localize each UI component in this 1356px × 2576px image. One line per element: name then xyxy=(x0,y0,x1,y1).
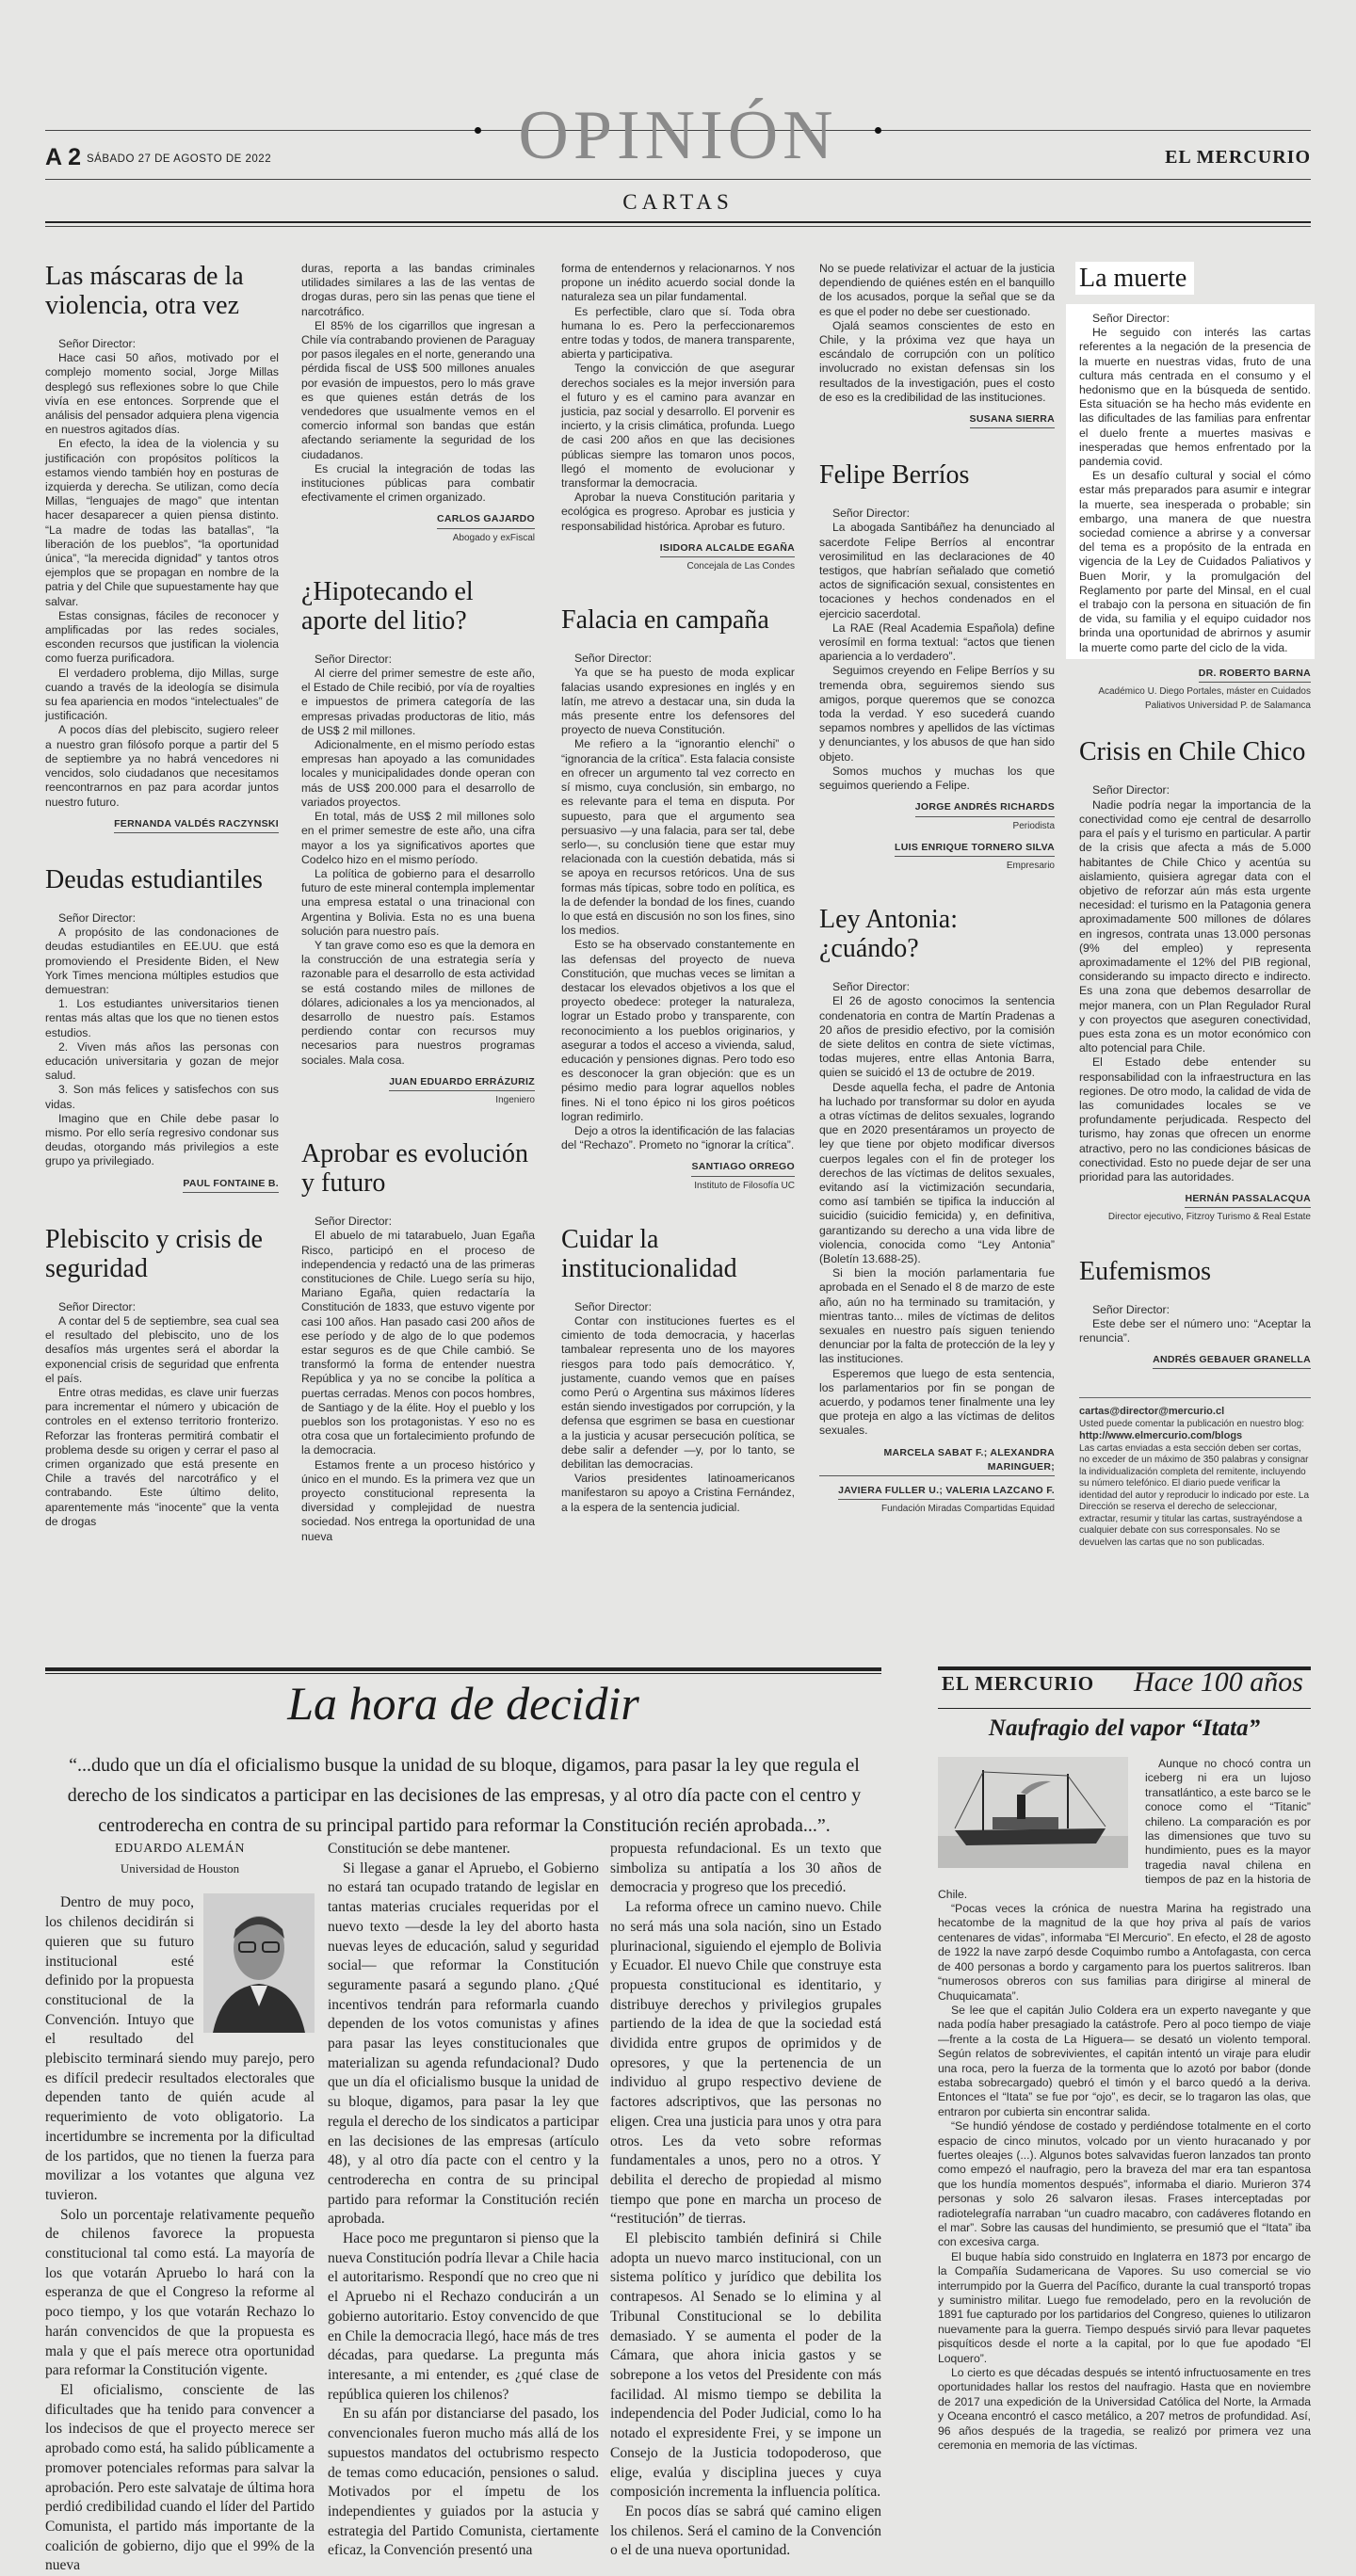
paragraph: El abuelo de mi tatarabuelo, Juan Egaña Risco, participó en el proceso de independencia y redactó una de las primeras constituciones de Chile. Luego sería su hijo, Mariano Egaña, quien redactaría la Constitución de 1833, que estuvo vigente por casi 100 años. Han pasado casi 200 años de ese período y de algo de lo que podemos estar seguros es de que Chile cambió. Se transformó la forma de entender nuestra República y ya no se concibe la política a puertas cerradas. Menos con pocos hombres, de Santiago y de la élite. Hoy el pueblo y los pueblos son los protagonistas. Y eso no es otra cosa que un fortalecimiento profundo de la democracia. xyxy=(301,1229,535,1457)
signature-affiliation: Fundación Miradas Compartidas Equidad xyxy=(881,1504,1055,1515)
paragraph: La RAE (Real Academia Española) define verosímil en forma textual: “actos que tienen apariencia a lo verdadero”. xyxy=(819,620,1055,664)
hace100-title: Naufragio del vapor “Itata” xyxy=(988,1715,1261,1741)
paragraph: El oficialismo, consciente de las dificultades que ha tenido para convencer a los indecisos de que el proyecto merece ser aprobado como está, ha salido públicamente a promover potenciales reformas para salvar la aprobación. Pero este salvataje de última hora perdió credibilidad cuando el líder del Partido Comunista, el partido más importante de la coalición de gobierno, dijo que el 99% de la nueva xyxy=(45,2381,315,2574)
paragraph: Aprobar la nueva Constitución paritaria y ecológica es progreso. Aprobar es justicia y responsabilidad histórica. Aprobar es futuro. xyxy=(561,491,795,533)
feature-column-3 xyxy=(610,1840,881,2561)
letter-title: Eufemismos xyxy=(1079,1256,1211,1286)
signature-affiliation: Ingeniero xyxy=(495,1094,535,1105)
paragraph: Es perfectible, claro que sí. Toda obra humana lo es. Pero la perfeccionaremos entre todas y todos, de manera transparente, abierta y participativa. xyxy=(561,304,795,362)
paragraph: Desde aquella fecha, el padre de Antonia ha luchado por transformar su dolor en ayuda a otras víctimas de delitos sexuales, logrando que en 2020 presentáramos un proyecto de ley que tiene por objeto modificar diversos cuerpos legales con el fin de proteger los derechos de las víctimas de delitos sexuales, evitando así la victimización secundaria, como así también se tipifica la inducción al suicidio (suicidio femicida) y, en definitiva, garantizando su derecho a una vida libre de violencia, conocida como “Ley Antonia” (Boletín 13.688-25). xyxy=(819,1080,1055,1265)
letter xyxy=(45,1225,279,1529)
paragraph: En efecto, la idea de la violencia y su justificación con propósitos políticos la estamos viendo también hoy en posturas de izquierda y derecha. Se utilizan, como decía Millas, “lenguajes de mago” que intentan hacer desaparecer a quien piensa distinto. “La madre de todas las batallas”, “la liberación de los pueblos”, “la oportunidad única”, “la merecida dignidad” y tantos otros ejemplos que se propagan en nombre de la patria y del Chile que supuestamente hay que salvar. xyxy=(45,437,279,608)
letter-signature: ISIDORA ALCALDE EGAÑA xyxy=(660,541,795,557)
masthead-rule xyxy=(45,226,1311,227)
letter xyxy=(819,460,1055,873)
letter-title: Aprobar es evolución y futuro xyxy=(301,1139,529,1199)
highlighted-letter-body xyxy=(1066,304,1315,659)
letter-signature: CARLOS GAJARDO xyxy=(437,512,535,528)
paragraph: No se puede relativizar el actuar de la justicia dependiendo de quiénes estén en el banquillo de los acusados, porque la señal que se da es que el poder no debe ser cuestionado. xyxy=(819,262,1055,318)
paragraph: Solo un porcentaje relativamente pequeño de chilenos favorece la propuesta constitucional tal como está. La mayoría de los que votarán Apruebo lo hará con la esperanza de que el Congreso la reforme al poco tiempo, y los que votarán Rechazo lo harán convencidos de que la propuesta es mala y que el país merece otra oportunidad para reformar la Constitución vigente. xyxy=(45,2206,315,2379)
letter xyxy=(819,262,1055,428)
paragraph: Tengo la convicción de que asegurar derechos sociales es la mejor inversión para el futuro y es el camino para avanzar en justicia, paz social y desarrollo. El porvenir es incierto, y la crisis climática, profunda. Luego de casi 200 años en que las decisiones públicas siempre las tomaron unos pocos, llegó el momento de evolucionar y transformar la democracia. xyxy=(561,362,795,491)
author-portrait-icon xyxy=(203,1893,315,2033)
letter xyxy=(561,262,795,573)
paragraph: Dentro de muy poco, los chilenos decidirán si quieren que su futuro institucional esté definido por la propuesta constitucional de la Convención. Intuyo que el resultado del plebiscito terminará siendo muy parejo, pero es difícil predecir resultados electorales que dependen tanto de quién acude al requerimiento de voto obligatorio. La incertidumbre se incrementa por la dificultad de los partidos, que no tienen la fuerza para movilizar a los votantes que alguna vez tuvieron. xyxy=(45,1894,315,2203)
letter-signature: LUIS ENRIQUE TORNERO SILVA xyxy=(895,841,1055,857)
letter-title: Cuidar la institucionalidad xyxy=(561,1224,737,1283)
signature-affiliation: Concejala de Las Condes xyxy=(686,561,795,572)
signature-affiliation: Empresario xyxy=(1006,860,1055,871)
steamship-icon xyxy=(938,1757,1128,1868)
paragraph: Hace poco me preguntaron si pienso que la nueva Constitución podría llevar a Chile hacia el autoritarismo. Respondí que no creo que ni el Apruebo ni el Rechazo conducirán a un gobierno autoritario. Estoy convencido de que en Chile la democracia llegó, hace más de tres décadas, para quedarse. La pregunta más interesante, a mi entender, es ¿qué clase de república quieren los chilenos? xyxy=(328,2230,599,2403)
letter-signature: JUAN EDUARDO ERRÁZURIZ xyxy=(389,1075,535,1091)
paragraph: Ojalá seamos conscientes de esto en Chile, y la próxima vez que haya un escándalo de corrupción con un político involucrado no existan defensas sin los resultados de la investigación, pues el costo de eso es la credibilidad de las instituciones. xyxy=(819,318,1055,404)
letter xyxy=(561,1225,795,1515)
paragraph: Es crucial la integración de todas las instituciones públicas para combatir efectivamente el crimen organizado. xyxy=(301,461,535,505)
paragraph: Lo cierto es que décadas después se intentó infructuosamente en tres oportunidades hallar los restos del naufragio. Hasta que en noviembre de 2017 una expedición de la Universidad Católica del Norte, la Armada y Oceana encontró el casco metálico, a 207 metros de profundidad. Así, 96 años después de la tragedia, se realizó por primera vez una ceremonia en memoria de las víctimas. xyxy=(938,2366,1311,2453)
paragraph: Nadie podría negar la importancia de la conectividad como eje central de desarrollo para el país y el turismo en particular. A partir de la crisis que afecta a más de 5.000 habitantes de Chile Chico y acentúa su aislamiento, quisiera agregar data con el objetivo de reforzar aún más esta urgente necesidad: el turismo en la Patagonia genera aproximadamente 500 millones de dólares en ingresos, contrata unas 13.000 personas (9% del empleo) y representa aproximadamente el 12% del PIB regional, considerando su impacto directo e indirecto. Es una zona que debemos desarrollar de mejor manera, con un Plan Regulador Rural y con proyectos que aseguren conectividad, pues esta zona es un motor económico con alto potencial para Chile. xyxy=(1079,797,1311,1055)
paragraph: “Pocas veces la crónica de nuestra Marina ha registrado una hecatombe de la magnitud de la que hoy priva al país de varios centenares de vidas”, informaba “El Mercurio”. En efecto, el 28 de agosto de 1922 la nave zarpó desde Coquimbo rumbo a Antofagasta, con cerca de 400 personas a bordo y cargamento para los puertos salitreros. Iban “numerosos obreros con sus familias para dirigirse al mineral de Chuquicamata”. xyxy=(938,1902,1311,2003)
paragraph: 1. Los estudiantes universitarios tienen rentas más altas que los que no tienen estos estudios. xyxy=(45,997,279,1039)
salutation: Señor Director: xyxy=(832,507,910,521)
paragraph: En pocos días se sabrá qué camino eligen los chilenos. Será el camino de la Convención o el de una nueva oportunidad. xyxy=(610,2503,881,2559)
blog-invite-text: Usted puede comentar la publicación en nuestro blog: xyxy=(1079,1418,1305,1429)
feature-column-1 xyxy=(45,1840,315,2576)
letter xyxy=(1079,1257,1311,1370)
letter xyxy=(301,577,535,1107)
letter-signature: DR. ROBERTO BARNA xyxy=(1199,667,1311,683)
paragraph: El plebiscito también definirá si Chile adopta un nuevo marco institucional, con un sistema político y jurídico que debilita los contrapesos. Al Senado se lo elimina y al Tribunal Constitucional se lo debilita demasiado. Y se aumenta el poder de la Cámara, que ahora inicia gastos y se sobrepone a los vetos del Presidente con más facilidad. Al mismo tiempo se debilita la independencia del Poder Judicial, como lo ha notado el expresidente Frei, y se impone un Consejo de la Justicia todopoderoso, que elige, evalúa y disciplina jueces y cuya composición incrementa la influencia política. xyxy=(610,2230,881,2501)
subsection-title: CARTAS xyxy=(622,190,734,214)
paragraph: El 26 de agosto conocimos la sentencia condenatoria en contra de Martín Pradenas a 20 años de presidio efectivo, por la comisión de siete delitos en contra de siete víctimas, todas mujeres, entre ellas Antonia Barra, quien se suicidó el 13 de octubre de 2019. xyxy=(819,994,1055,1080)
masthead-rule xyxy=(45,221,1311,223)
letter-signature: SUSANA SIERRA xyxy=(970,412,1055,428)
ship-photo xyxy=(938,1757,1136,1872)
salutation: Señor Director: xyxy=(1092,783,1170,797)
paragraph: Aunque no chocó contra un iceberg ni era un lujoso transatlántico, a este barco se le conoce como el “Titanic” chileno. La comparación es por las dimensiones que tuvo su hundimiento, pues es la mayor tragedia naval chilena en tiempos de paz en la historia de Chile. xyxy=(938,1757,1311,1901)
paragraph: Somos muchos y muchas los que seguimos queriendo a Felipe. xyxy=(819,764,1055,793)
paragraph: Y tan grave como eso es que la demora en la construcción de una estrategia sería y razonable para el desarrollo de esta actividad se está costando miles de millones de dólares, adicionales a los ya mencionados, al desarrollo de nuestro país. Estamos perdiendo contar con recursos muy necesarios para nuestros programas sociales. Mala cosa. xyxy=(301,938,535,1067)
letter-title: Plebiscito y crisis de seguridad xyxy=(45,1224,263,1283)
feature-column-2 xyxy=(328,1840,599,2561)
page-number: A 2 xyxy=(45,144,81,170)
paragraph: “Se hundió yéndose de costado y perdiéndose totalmente en el corto espacio de cinco minutos, volcado por un viento huracanado y por fuertes oleajes (...). Algunos botes salvavidas fueron lanzados tan pronto como empezó el naufragio, pero la braveza del mar era tan espantosa que los hundía momentos después”, informaba el diario. Murieron 374 personas y solo 26 salvaron ilesas. Frases interceptadas por radiotelegrafía narraban “un cuadro macabro, con cadáveres flotando en el mar”. Sobre las causas del hundimiento, se presumió que el “Itata” iba con excesiva carga. xyxy=(938,2119,1311,2249)
hace100-script-title: Hace 100 años xyxy=(1134,1666,1303,1698)
paragraph: La reforma ofrece un camino nuevo. Chile no será más una sola nación, sino un Estado plurinacional, siguiendo el ejemplo de Bolivia y Ecuador. El nuevo Chile que construye esta propuesta constitucional es identitario, y distribuye derechos y privilegios grupales partiendo de la idea de que la sociedad está dividida entre grupos de oprimidos y de opresores, y que la pertenencia de un individuo al grupo respectivo deviene de factores adscriptivos, que las personas no eligen. Crea una justicia para unos y otra para otros. Les da veto sobre reformas fundamentales a unos, pero no a otros. Y debilita el derecho de propiedad al mismo tiempo que pone en marcha un proceso de “restitución” de tierras. xyxy=(610,1899,881,2228)
paragraph: Al cierre del primer semestre de este año, el Estado de Chile recibió, por vía de royalties e impuestos de primera categoría de las empresas privadas productoras de litio, más de US$ 2 mil millones. xyxy=(301,667,535,737)
column-4 xyxy=(819,262,1055,1548)
letter-signature: HERNÁN PASSALACQUA xyxy=(1185,1192,1311,1208)
paragraph: He seguido con interés las cartas referentes a la negación de la presencia de la muerte en nuestras vidas, fruto de una cultura más centrada en el consumo y el hedonismo que en la búsqueda de sentido. Esta situación se ha hecho más evidente en las dificultades de las familias para enfrentar el duelo frente a muertes masivas e inesperadas que hemos enfrentado por la pandemia covid. xyxy=(1079,326,1311,469)
letter-signature: PAUL FONTAINE B. xyxy=(183,1177,279,1193)
letter xyxy=(819,905,1055,1516)
paragraph: Dejo a otros la identificación de las falacias del “Rechazo”. Prometo no “ignorar la crítica”. xyxy=(561,1123,795,1152)
paragraph: Entre otras medidas, es clave unir fuerzas para incrementar el número y ubicación de controles en el extenso territorio fronterizo. Reforzar las fronteras permitirá combatir el problema desde su origen y cerrar el paso al crimen organizado que está presente en Chile a través del narcotráfico y el contrabando. Este último delito, aparentemente más “inocente” que la venta de drogas xyxy=(45,1385,279,1528)
paragraph: Contar con instituciones fuertes es el cimiento de toda democracia, y hacerlas tambalear representa uno de los mayores riesgos para todo país democrático. Y, justamente, cuando vemos que en países como Perú o Argentina sus máximos líderes están siendo investigados por corrupción, y la defensa que esgrimen se basa en cuestionar a la justicia y acusar persecución política, se debe salir a defender —y, por lo tanto, se debilitan las democracias. xyxy=(561,1313,795,1472)
feature-rule xyxy=(45,1667,881,1671)
paragraph: duras, reporta a las bandas criminales utilidades similares a las de las ventas de drogas duras, pero sin las penas que tiene el narcotráfico. xyxy=(301,262,535,318)
paragraph: Se lee que el capitán Julio Coldera era un experto navegante y que nada podía haber presagiado la catástrofe. Pero al poco tiempo de viaje —frente a la costa de La Higuera— se desató un violento temporal. Según relatos de sobrevivientes, el capitán intentó un viraje para eludir una roca, pero la fuerza de la tormenta que lo azotó por babor (donde estaba sobrecargado) quebró el timón y el barco quedó a la deriva. Entonces el “Itata” se fue por “ojo”, es decir, se lo tragaron las olas, que entraron por cubierta sin encontrar salida. xyxy=(938,2003,1311,2118)
signature-affiliation: Académico U. Diego Portales, máster en Cuidados Paliativos Universidad P. de Salamanca xyxy=(1098,686,1311,712)
letter-title: Ley Antonia: ¿cuándo? xyxy=(819,905,958,964)
letter-signature: SANTIAGO ORREGO xyxy=(691,1160,795,1176)
paragraph: En total, más de US$ 2 mil millones solo en el primer semestre de este año, una cifra mayor a los ya significativos aportes que Codelco hizo en el mismo período. xyxy=(301,810,535,866)
signature-affiliation: Instituto de Filosofía UC xyxy=(694,1180,795,1191)
paragraph: 3. Son más felices y satisfechos con sus vidas. xyxy=(45,1083,279,1111)
column-2 xyxy=(301,262,535,1576)
letter xyxy=(301,262,535,545)
paragraph: A pocos días del plebiscito, sugiero releer a nuestro gran filósofo porque a partir del 5 de septiembre ya no habrá vencedores ni vencidos, solo ciudadanos que necesitamos reencontrarnos en paz para acordar juntos nuestro futuro. xyxy=(45,723,279,809)
salutation: Señor Director: xyxy=(58,1299,136,1313)
letters-policy-text: Las cartas enviadas a esta sección deben ser cortas, no exceder de un máximo de 350 palabras y consignar la individualización completa del remitente, incluyendo su número telefónico. El diario puede verificar la identidad del autor y reproducir lo indicado por este. La Dirección se reserva el derecho de seleccionar, extractar, resumir y titular las cartas, sustrayéndose a cualquier debate con sus corresponsales. No se devuelven las cartas que no son publicadas. xyxy=(1079,1442,1310,1548)
salutation: Señor Director: xyxy=(574,1299,652,1313)
column-5 xyxy=(1079,262,1311,1549)
salutation: Señor Director: xyxy=(832,980,910,994)
blog-link[interactable]: http://www.elmercurio.com/blogs xyxy=(1079,1430,1243,1442)
feature-author: EDUARDO ALEMÁN xyxy=(114,1842,246,1856)
letter-signature: FERNANDA VALDÉS RACZYNSKI xyxy=(114,817,279,833)
paragraph: A propósito de las condonaciones de deudas estudiantiles en EE.UU. que está promoviendo el Presidente Biden, el New York Times menciona múltiples estudios que demuestran: xyxy=(45,926,279,996)
paragraph: Estas consignas, fáciles de reconocer y amplificadas por las redes sociales, esconden recursos que justifican la violencia como fuerza purificadora. xyxy=(45,608,279,666)
letter-signature: ANDRÉS GEBAUER GRANELLA xyxy=(1153,1353,1311,1369)
paragraph: Es un desafío cultural y social el cómo estar más preparados para asumir e integrar la muerte, sea inesperada o probable; sin embargo, una manera de que nuestra sociedad comience a abrirse y a conversar del tema es a propósito de la entrada en vigencia de la Ley de Cuidados Paliativos y Buen Morir, y la promulgación del Reglamento por parte del Minsal, en el cual el trabajo con la persona en situación de fin de vida, su familia y el equipo cuidador nos brinda una oportunidad de abrirnos y asumir la muerte como parte del ciclo de la vida. xyxy=(1079,469,1311,654)
paragraph: Varios presidentes latinoamericanos manifestaron su apoyo a Cristina Fernández, a la espera de la sentencia judicial. xyxy=(561,1472,795,1514)
paragraph: Constitución se debe mantener. xyxy=(328,1841,510,1857)
letter xyxy=(45,262,279,833)
letter-title: Las máscaras de la violencia, otra vez xyxy=(45,262,244,320)
signature-affiliation: Director ejecutivo, Fitzroy Turismo & Real Estate xyxy=(1107,1212,1311,1223)
letter-title: Falacia en campaña xyxy=(561,605,769,636)
letter-title: Felipe Berríos xyxy=(819,460,970,491)
letter-signature: MARCELA SABAT F.; ALEXANDRA MARINGUER; xyxy=(819,1446,1055,1476)
feature-pull-quote: “...dudo que un día el oficialismo busque la unidad de su bloque, digamos, para pasar la ley que regula el derecho de los sindicatos a participar en las decisiones de las empresas, y al otro día pacte con el centro y centroderecha en contra de su principal partido para reformar la Constitución recién aprobada...”. xyxy=(67,1755,862,1836)
newspaper-brand: EL MERCURIO xyxy=(1165,147,1311,168)
salutation: Señor Director: xyxy=(1092,1302,1170,1316)
paragraph: A contar del 5 de septiembre, sea cual sea el resultado del plebiscito, uno de los desafíos más urgentes será el abordar la exponencial crisis de seguridad que enfrenta el país. xyxy=(45,1313,279,1385)
section-title: OPINIÓN xyxy=(518,97,838,174)
paragraph: propuesta refundacional. Es un texto que simboliza su antipatía a los 30 años de democracia y progreso que los precedió. xyxy=(610,1841,881,1896)
letter-signature: JAVIERA FULLER U.; VALERIA LAZCANO F. xyxy=(838,1484,1055,1500)
letter-title: ¿Hipotecando el aporte del litio? xyxy=(301,576,474,636)
paragraph: Seguimos creyendo en Felipe Berríos y su tremenda obra, seguiremos siendo sus amigos, porque queremos que se conozca toda la verdad. Y eso sucederá cuando sepamos nombres y apellidos de las víctimas y denunciantes, y los abusos de que han sido objeto. xyxy=(819,664,1055,764)
paragraph: Imagino que en Chile debe pasar lo mismo. Por ello sería regresivo condonar sus deudas, otorgando más privilegios a este grupo ya privilegiado. xyxy=(45,1111,279,1168)
paragraph: Hace casi 50 años, motivado por el complejo momento social, Jorge Millas desplegó sus reflexiones sobre lo que Chile vivía en ese entonces. Sorprende que el análisis del pensador adquiera plena vigencia en nuestros agitados días. xyxy=(45,351,279,437)
paragraph: Estamos frente a un proceso histórico y único en el mundo. Es la primera vez que un proyecto constitucional representa la diversidad y complejidad de nuestra sociedad. Nos entrega la oportunidad de una nueva xyxy=(301,1457,535,1543)
paragraph: Si bien la moción parlamentaria fue aprobada en el Senado el 8 de marzo de este año, aún no ha terminado su tramitación, y mientras tanto... miles de víctimas de delitos sexuales en nuestro país siguen teniendo denunciar por la falta de protección de la ley y las instituciones. xyxy=(819,1266,1055,1366)
feature-affiliation: Universidad de Houston xyxy=(120,1860,240,1876)
paragraph: Adicionalmente, en el mismo período estas empresas han apoyado a las comunidades locales y municipalidades donde operan con más de US$ 200.000 para el desarrollo de variados proyectos. xyxy=(301,738,535,809)
paragraph: Si llegase a ganar el Apruebo, el Gobierno no estará tan ocupado tratando de legislar en tantas materias cruciales requeridas por el nuevo texto —desde la ley del aborto hasta nuevas leyes de educación, salud y seguridad social— que reformar la Constitución seguramente pasará a segundo plano. ¿Qué incentivos tendrán para reformarla cuando dependen de los votos comunistas y afines para pasar las leyes constitucionales que materializan su agenda refundacional? Dudo que un día el oficialismo busque la unidad de su bloque, digamos, para pasar la ley que regula el derecho de los sindicatos a participar en las decisiones de las empresas (artículo 48), y al otro día pacte con el centro y la centroderecha en contra de su principal partido para reformar la Constitución recién aprobada. xyxy=(328,1860,599,2228)
letters-info-box xyxy=(1079,1397,1311,1549)
salutation: Señor Director: xyxy=(315,1215,392,1229)
letter-signature: JORGE ANDRÉS RICHARDS xyxy=(915,800,1055,816)
letter-title: Crisis en Chile Chico xyxy=(1079,737,1306,767)
page-date: SÁBADO 27 DE AGOSTO DE 2022 xyxy=(87,153,272,165)
letters-email-link[interactable]: cartas@director@mercurio.cl xyxy=(1079,1406,1225,1418)
paragraph: 2. Viven más años las personas con educación universitaria y gozan de mejor salud. xyxy=(45,1039,279,1083)
letter xyxy=(301,1139,535,1544)
letter-highlighted xyxy=(1079,262,1311,713)
author-photo xyxy=(203,1893,315,2033)
paragraph: forma de entendernos y relacionarnos. Y nos propone un inédito acuerdo social donde la naturaleza sea un pilar fundamental. xyxy=(561,262,795,304)
signature-affiliation: Periodista xyxy=(1012,820,1055,831)
feature-title: La hora de decidir xyxy=(287,1677,639,1730)
hace100-brand: EL MERCURIO xyxy=(942,1672,1095,1695)
letter-title: Deudas estudiantiles xyxy=(45,864,263,894)
paragraph: Me refiero a la “ignorantio elenchi” o “ignorancia de la crítica”. Esta falacia consiste en ofrecer un argumento tal vez correcto en sí mismo, cuya conclusión, sin embargo, no es relevante para el tema en disputa. Por supuesto, para que el argumento sea persuasivo —y una falacia, para ser tal, debe serlo—, su conclusión tiene que estar muy relacionada con la cuestión debatida, más si se apoya en recursos retóricos. Una de sus formas más típicas, sobre todo en política, es la de defender la bondad de los fines, cuando lo que está en discusión no son los fines, sino los medios. xyxy=(561,737,795,938)
paragraph: El verdadero problema, dijo Millas, surge cuando a través de la ideología se disimula su fea apariencia en modos “intelectuales” de justificación. xyxy=(45,666,279,723)
paragraph: Ya que se ha puesto de moda explicar falacias usando expresiones en inglés y en latín, me atrevo a destacar una, sin duda la más presente entre los defensores del proyecto de nueva Constitución. xyxy=(561,666,795,737)
salutation: Señor Director: xyxy=(315,652,392,666)
salutation: Señor Director: xyxy=(58,337,136,350)
salutation: Señor Director: xyxy=(574,652,652,666)
letter xyxy=(1079,737,1311,1224)
paragraph: La abogada Santibáñez ha denunciado al sacerdote Felipe Berríos al encontrar verosimilitud en las declaraciones de 40 testigos, que habrían señalado que cometió actos de significación sexual, consistentes en tocaciones y hechos condenados en el ejercicio sacerdotal. xyxy=(819,521,1055,620)
paragraph: En su afán por distanciarse del pasado, los convencionales fueron mucho más allá de los supuestos mandatos del octubrismo respecto de temas como educación, pensiones o salud. Motivados por el ímpetu de los independientes y guiados por la astucia y estrategia del Partido Comunista, ciertamente eficaz, la Convención presentó una xyxy=(328,2406,599,2559)
column-3 xyxy=(561,262,795,1547)
paragraph: El Estado debe entender su responsabilidad con la infraestructura en las regiones. De otro modo, la calidad de vida de las comunidades locales se ve profundamente perjudicada. Respecto del turismo, hay zonas que ofrecen un enorme atractivo, pero no las condiciones básicas de conectividad. Esto no puede dejar de ser una prioridad para las autoridades. xyxy=(1079,1055,1311,1183)
letter-title: La muerte xyxy=(1075,262,1194,295)
letter xyxy=(45,865,279,1193)
masthead-rule xyxy=(45,179,1311,180)
paragraph: El 85% de los cigarrillos que ingresan a Chile vía contrabando provienen de Paraguay por pasos ilegales en el norte, generando una pérdida fiscal de US$ 500 millones anuales por evasión de impuestos, pero lo más grave es que quienes están detrás de los vendedores que usualmente vemos en el comercio informal son bandas que están afectando seriamente la seguridad de los ciudadanos. xyxy=(301,318,535,461)
paragraph: La política de gobierno para el desarrollo futuro de este mineral contempla implementar una empresa estatal o una trinacional con Argentina y Bolivia. Esta no es una buena solución para nuestro país. xyxy=(301,866,535,938)
paragraph: Esto se ha observado constantemente en las defensas del proyecto de nueva Constitución, que muchas veces se limitan a destacar los elevados objetivos a los que el proyecto obedece: proteger la naturaleza, lograr un Estado probo y transparente, con reconocimiento a los pueblos originarios, y asegurar a todos el acceso a vivienda, salud, educación y pensiones dignas. Pero todo eso es desconocer la gran objeción: que es un pésimo medio para lograr aquellos nobles fines. Ni el tono épico ni los giros poéticos logran redimirlo. xyxy=(561,938,795,1123)
signature-affiliation: Abogado y exFiscal xyxy=(452,532,535,543)
feature-rule xyxy=(45,1673,881,1674)
letter xyxy=(561,605,795,1193)
paragraph: El buque había sido construido en Inglaterra en 1873 por encargo de la Compañía Sudamericana de Vapores. Su uso comercial se vio interrumpido por la Guerra del Pacífico, durante la cual transportó tropas y suministro militar. Luego fue remodelado, pero en la revolución de 1891 fue capturado por los partidarios del Congreso, quienes lo utilizaron nuevamente para la guerra. Tiempo después sirvió para llevar paquetes pisquíticos desde el norte a la capital, por lo que fue apodado “El Loquero”. xyxy=(938,2249,1311,2365)
paragraph: Esperemos que luego de esta sentencia, los parlamentarios por fin se pongan de acuerdo, y podamos tener finalmente una ley que proteja en algo a las víctimas de delitos sexuales. xyxy=(819,1366,1055,1438)
salutation: Señor Director: xyxy=(1092,312,1170,325)
hace100-body xyxy=(938,1757,1311,2454)
column-1 xyxy=(45,262,279,1561)
salutation: Señor Director: xyxy=(58,910,136,925)
paragraph: Este debe ser el número uno: “Aceptar la renuncia”. xyxy=(1079,1316,1311,1344)
